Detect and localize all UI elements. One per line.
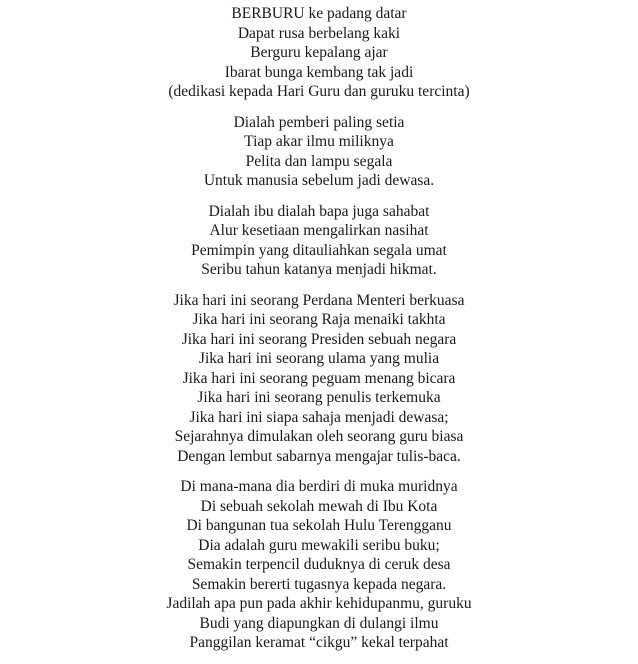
poem-line: Dia adalah guru mewakili seribu buku; <box>198 536 440 554</box>
poem-line: Pelita dan lampu segala <box>245 152 393 170</box>
stanza-4 <box>0 291 638 467</box>
poem-line: Jika hari ini seorang Presiden sebuah negara <box>181 330 457 348</box>
stanza-3 <box>0 202 638 280</box>
poem-line: Alur kesetiaan mengalirkan nasihat <box>209 222 429 239</box>
poem-line: BERBURU ke padang datar <box>231 5 407 22</box>
poem-line: Seribu tahun katanya menjadi hikmat. <box>201 261 437 278</box>
poem-line: Berguru kepalang ajar <box>250 44 388 61</box>
poem-line: Dialah ibu dialah bapa juga sahabat <box>208 202 430 220</box>
poem-line: Jadilah apa pun pada akhir kehidupanmu, guruku <box>166 595 472 612</box>
poem-line: Panggilan keramat “cikgu” kekal terpahat <box>189 634 449 651</box>
poem-line: Jika hari ini seorang penulis terkemuka <box>197 389 441 406</box>
poem-line: Jika hari ini seorang Perdana Menteri berkuasa <box>173 291 465 309</box>
poem-line: Sejarahnya dimulakan oleh seorang guru biasa <box>174 428 464 445</box>
poem-line: Dialah pemberi paling setia <box>233 113 405 131</box>
poem-line: Tiap akar ilmu miliknya <box>244 133 394 150</box>
poem-line: Untuk manusia sebelum jadi dewasa. <box>203 172 435 189</box>
poem-line: Semakin bererti tugasnya kepada negara. <box>191 575 447 593</box>
poem-line: Dengan lembut sabarnya mengajar tulis-baca. <box>177 447 461 465</box>
poem-line: Di mana-mana dia berdiri di muka muridnya <box>180 478 458 495</box>
poem-line: Ibarat bunga kembang tak jadi <box>224 63 414 81</box>
poem-line: Jika hari ini seorang Raja menaiki takhta <box>192 311 446 328</box>
stanza-1 <box>0 4 638 102</box>
poem-line: Jika hari ini seorang ulama yang mulia <box>198 350 440 367</box>
poem-line: Di bangunan tua sekolah Hulu Terengganu <box>186 517 452 534</box>
poem-line: Semakin terpencil duduknya di ceruk desa <box>187 556 451 573</box>
poem-line: Budi yang diapungkan di dulangi ilmu <box>199 614 439 632</box>
poem-line: Jika hari ini siapa sahaja menjadi dewasa; <box>189 408 449 426</box>
poem-line: Pemimpin yang ditauliahkan segala umat <box>191 241 447 259</box>
poem-body <box>0 4 638 664</box>
poem-line: Di sebuah sekolah mewah di Ibu Kota <box>200 497 438 515</box>
stanza-5 <box>0 477 638 653</box>
poem-line: Dapat rusa berbelang kaki <box>237 24 401 42</box>
stanza-2 <box>0 113 638 191</box>
poem-line: Jika hari ini seorang peguam menang bicara <box>182 369 456 387</box>
dedication-line: (dedikasi kepada Hari Guru dan guruku tercinta) <box>168 83 470 100</box>
